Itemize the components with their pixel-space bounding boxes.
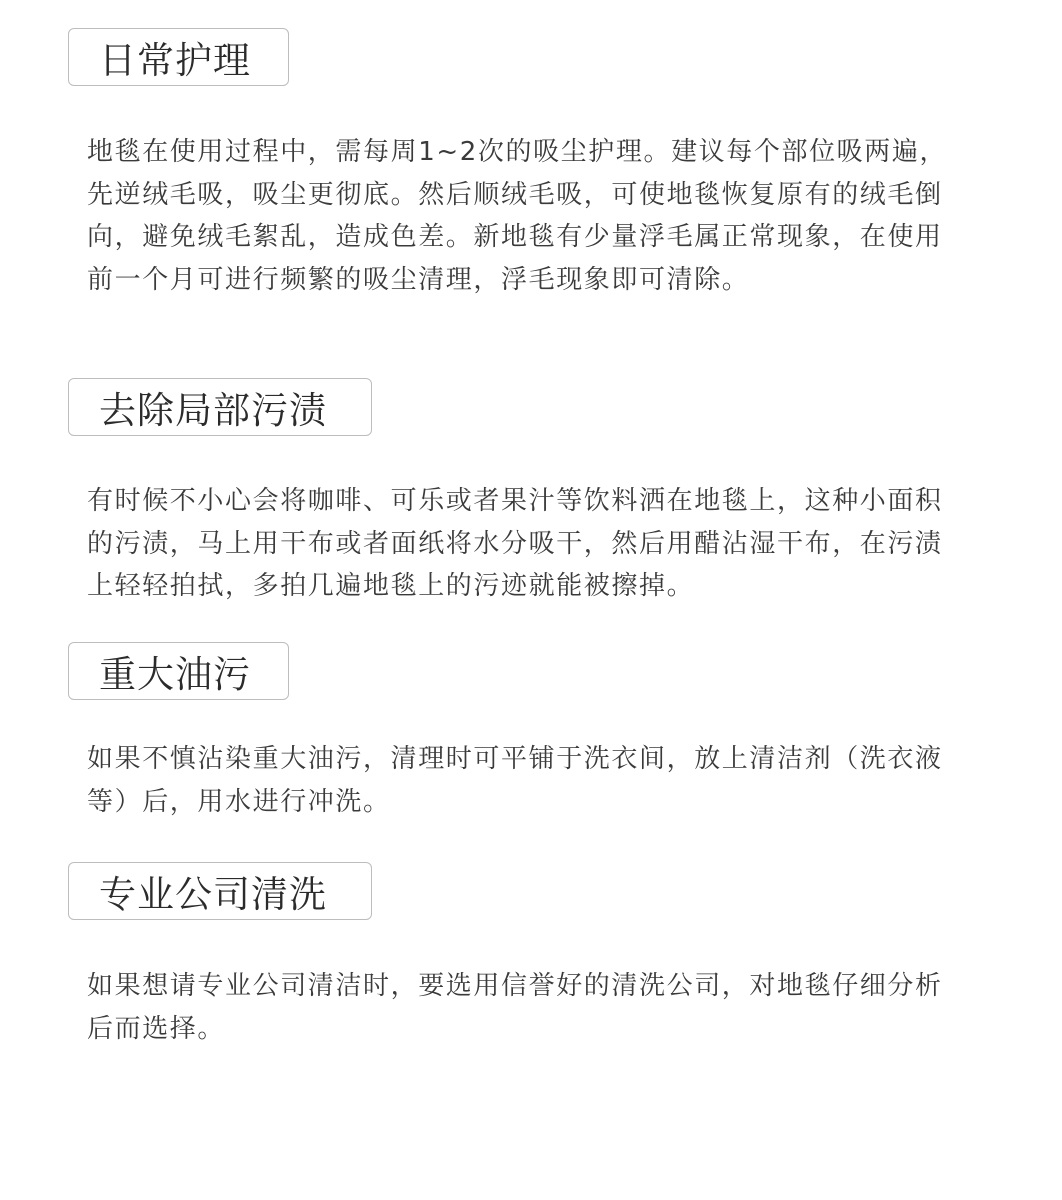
section-heading-spot-stains xyxy=(68,378,372,436)
section-heading-heavy-oil xyxy=(68,642,289,700)
section-heading-text: 去除局部污渍 xyxy=(99,389,327,432)
section-body-daily-care: 地毯在使用过程中，需每周1~2次的吸尘护理。建议每个部位吸两遍，先逆绒毛吸，吸尘更彻底。然后顺绒毛吸，可使地毯恢复原有的绒毛倒向，避免绒毛絮乱，造成色差。新地毯有少量浮毛属正常现象，在使用前一个月可进行频繁的吸尘清理，浮毛现象即可清除。 xyxy=(87,137,948,295)
section-heading-text: 重大油污 xyxy=(99,653,251,696)
section-body-spot-stains: 有时候不小心会将咖啡、可乐或者果汁等饮料洒在地毯上，这种小面积的污渍，马上用干布或者面纸将水分吸干，然后用醋沾湿干布，在污渍上轻轻拍拭，多拍几遍地毯上的污迹就能被擦掉。 xyxy=(87,486,943,601)
section-body-professional-cleaning: 如果想请专业公司清洁时，要选用信誉好的清洗公司，对地毯仔细分析后而选择。 xyxy=(87,971,943,1044)
section-heading-daily-care xyxy=(68,28,289,86)
section-heading-text: 专业公司清洗 xyxy=(99,873,327,916)
section-body-heavy-oil: 如果不慎沾染重大油污，清理时可平铺于洗衣间，放上清洁剂（洗衣液等）后，用水进行冲洗。 xyxy=(87,744,943,817)
section-heading-professional-cleaning xyxy=(68,862,372,920)
section-heading-text: 日常护理 xyxy=(99,39,251,82)
